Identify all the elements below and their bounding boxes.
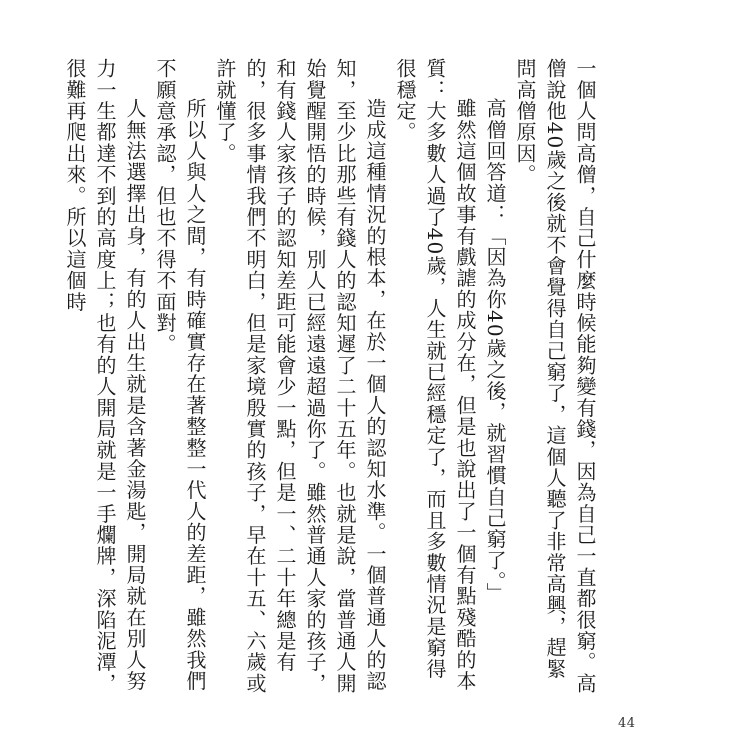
paragraph-4: 造成這種情況的根本，在於一個人的認知水準。一個普通人的認知，至少比那些有錢人的認知遲了二十五年。也就是說，當普通人開始覺醒開悟的時候，別人已經遠遠超過你了。雖然普通人家的孩子，和有錢人家孩子的認知差距可能會少一點，但是一、二十年總是有的，很多事情我們不明白，但是家境殷實的孩子，早在十五、六歲或許就懂了。	[213, 58, 387, 694]
paragraph-6: 人無法選擇出身，有的人出生就是含著金湯匙，開局就在別人努力一生都達不到的高度上；也有的人開局就是一手爛牌，深陷泥潭，很難再爬出來。所以這個時	[63, 58, 147, 694]
paragraph-5: 所以人與人之間，有時確實存在著整整一代人的差距，雖然我們不願意承認，但也不得不面對。	[153, 58, 207, 692]
body-text	[60, 58, 600, 698]
paragraph-2: 高僧回答道：「因為你40歲之後，就習慣自己窮了。」	[483, 98, 507, 604]
paragraph-3: 雖然這個故事有戲謔的成分在，但是也說出了一個有點殘酷的本質：大多數人過了40歲，人生就已經穩定了，而且多數情況是窮得很穩定。	[393, 58, 477, 692]
page-number: 44	[618, 716, 636, 731]
paragraph-1: 一個人問高僧，自己什麼時候能夠變有錢，因為自己一直都很窮。高僧說他40歲之後就不會覺得自己窮了，這個人聽了非常高興，趕緊問高僧原因。	[513, 58, 597, 694]
